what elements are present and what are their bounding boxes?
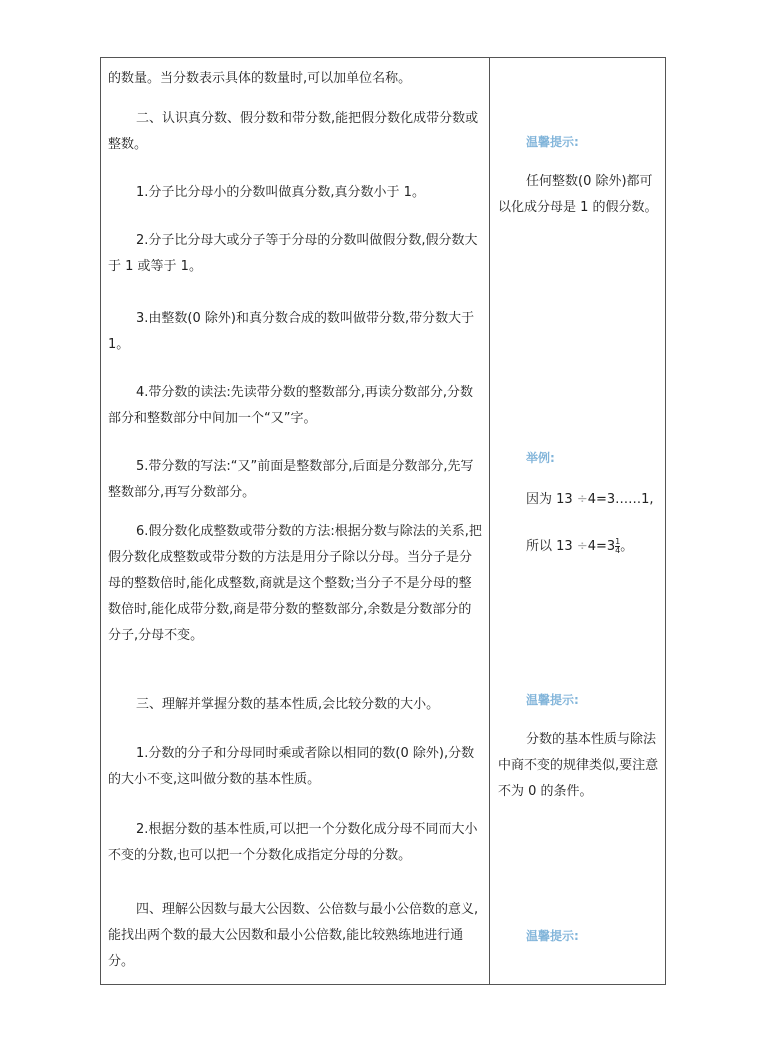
paragraph-3-2: 2.根据分数的基本性质,可以把一个分数化成分母不同而大小不变的分数,也可以把一个分数化成指定分母的分数。	[108, 822, 478, 863]
example-line-2-a: 所以 13	[526, 539, 577, 554]
paragraph-2-6: 6.假分数化成整数或带分数的方法:根据分数与除法的关系,把假分数化成整数或带分数的方法是用分子除以分母。当分子是分母的整数倍时,能化成整数,商就是这个整数;当分子不是分母的整数倍时,能化成带分数,商是带分数的整数部分,余数是分数部分的分子,分母不变。	[108, 524, 482, 643]
paragraph-2-3: 3.由整数(0 除外)和真分数合成的数叫做带分数,带分数大于 1。	[108, 311, 475, 352]
example-line-2-end: 。	[620, 539, 634, 554]
paragraph-0: 的数量。当分数表示具体的数量时,可以加单位名称。	[108, 71, 412, 86]
paragraph-2-5: 5.带分数的写法:“又”前面是整数部分,后面是分数部分,先写整数部分,再写分数部分。	[108, 459, 474, 500]
paragraph-2-2: 2.分子比分母大或分子等于分母的分数叫做假分数,假分数大于 1 或等于 1。	[108, 233, 478, 274]
paragraph-2-1: 1.分子比分母小的分数叫做真分数,真分数小于 1。	[136, 185, 425, 200]
fraction-numerator: 1	[615, 537, 621, 546]
paragraph-3-1: 1.分数的分子和分母同时乘或者除以相同的数(0 除外),分数的大小不变,这叫做分数的基本性质。	[108, 746, 475, 787]
tip-title-3: 温馨提示:	[526, 929, 579, 943]
column-divider	[489, 57, 490, 985]
tip-title-2: 温馨提示:	[526, 693, 579, 707]
divide-sign: ÷	[576, 492, 588, 507]
fraction-denominator: 4	[615, 546, 621, 555]
section-3-heading: 三、理解并掌握分数的基本性质,会比较分数的大小。	[136, 697, 440, 712]
tip-text-1: 任何整数(0 除外)都可以化成分母是 1 的假分数。	[498, 174, 658, 215]
example-line-1-a: 因为 13	[526, 492, 577, 507]
section-2-heading: 二、认识真分数、假分数和带分数,能把假分数化成带分数或整数。	[108, 111, 479, 152]
tip-text-2: 分数的基本性质与除法中商不变的规律类似,要注意不为 0 的条件。	[498, 732, 659, 799]
divide-sign: ÷	[576, 539, 588, 554]
example-line-2	[526, 534, 662, 560]
example-line-1-b: 4=3……1,	[587, 492, 654, 507]
paragraph-2-4: 4.带分数的读法:先读带分数的整数部分,再读分数部分,分数部分和整数部分中间加一个“又”字。	[108, 385, 474, 426]
example-line-1	[526, 487, 662, 513]
section-4-heading: 四、理解公因数与最大公因数、公倍数与最小公倍数的意义,能找出两个数的最大公因数和最小公倍数,能比较熟练地进行通分。	[108, 902, 479, 969]
tip-title-1: 温馨提示:	[526, 135, 579, 149]
example-line-2-b: 4=3	[587, 539, 616, 554]
example-title: 举例:	[526, 451, 555, 465]
